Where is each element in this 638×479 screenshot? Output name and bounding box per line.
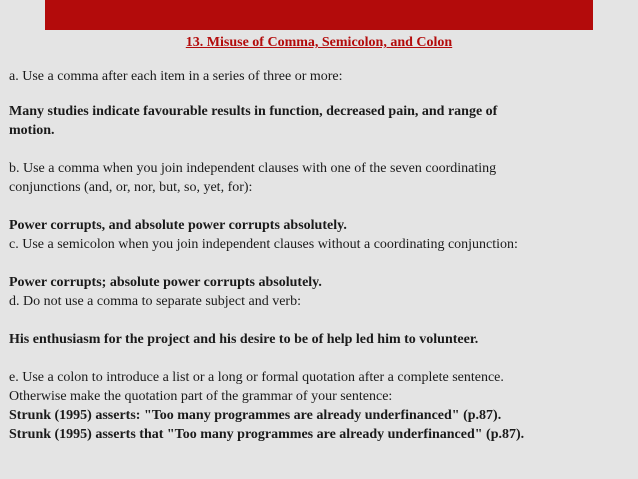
spacer	[9, 349, 629, 368]
example-e-line-2: Strunk (1995) asserts that "Too many programmes are already underfinanced" (p.87).	[9, 427, 525, 442]
spacer	[9, 86, 629, 102]
top-accent-bar	[45, 0, 593, 30]
spacer	[9, 254, 629, 273]
spacer	[9, 140, 629, 159]
slide-content	[9, 67, 629, 444]
example-a-line-1: Many studies indicate favourable results in function, decreased pain, and range of	[9, 104, 498, 119]
rule-b-line-2: conjunctions (and, or, nor, but, so, yet, for):	[9, 180, 253, 195]
example-c-text: Power corrupts; absolute power corrupts absolutely.	[9, 275, 322, 290]
example-b-text: Power corrupts, and absolute power corrupts absolutely.	[9, 218, 347, 233]
slide-title: 13. Misuse of Comma, Semicolon, and Colon	[185, 35, 453, 50]
rule-b-line-1: b. Use a comma when you join independent clauses with one of the seven coordinating	[9, 161, 497, 176]
rule-e-line-2: Otherwise make the quotation part of the grammar of your sentence:	[9, 389, 393, 404]
example-d-text: His enthusiasm for the project and his desire to be of help led him to volunteer.	[9, 332, 479, 347]
spacer	[9, 197, 629, 216]
example-a-line-2: motion.	[9, 123, 55, 138]
rule-a-text: a. Use a comma after each item in a series of three or more:	[9, 69, 343, 84]
rule-e-line-1: e. Use a colon to introduce a list or a long or formal quotation after a complete sentence.	[9, 370, 504, 385]
rule-d-text: d. Do not use a comma to separate subject and verb:	[9, 294, 301, 309]
rule-c-text: c. Use a semicolon when you join independent clauses without a coordinating conjunction:	[9, 237, 518, 252]
spacer	[9, 311, 629, 330]
example-e-line-1: Strunk (1995) asserts: "Too many programmes are already underfinanced" (p.87).	[9, 408, 502, 423]
